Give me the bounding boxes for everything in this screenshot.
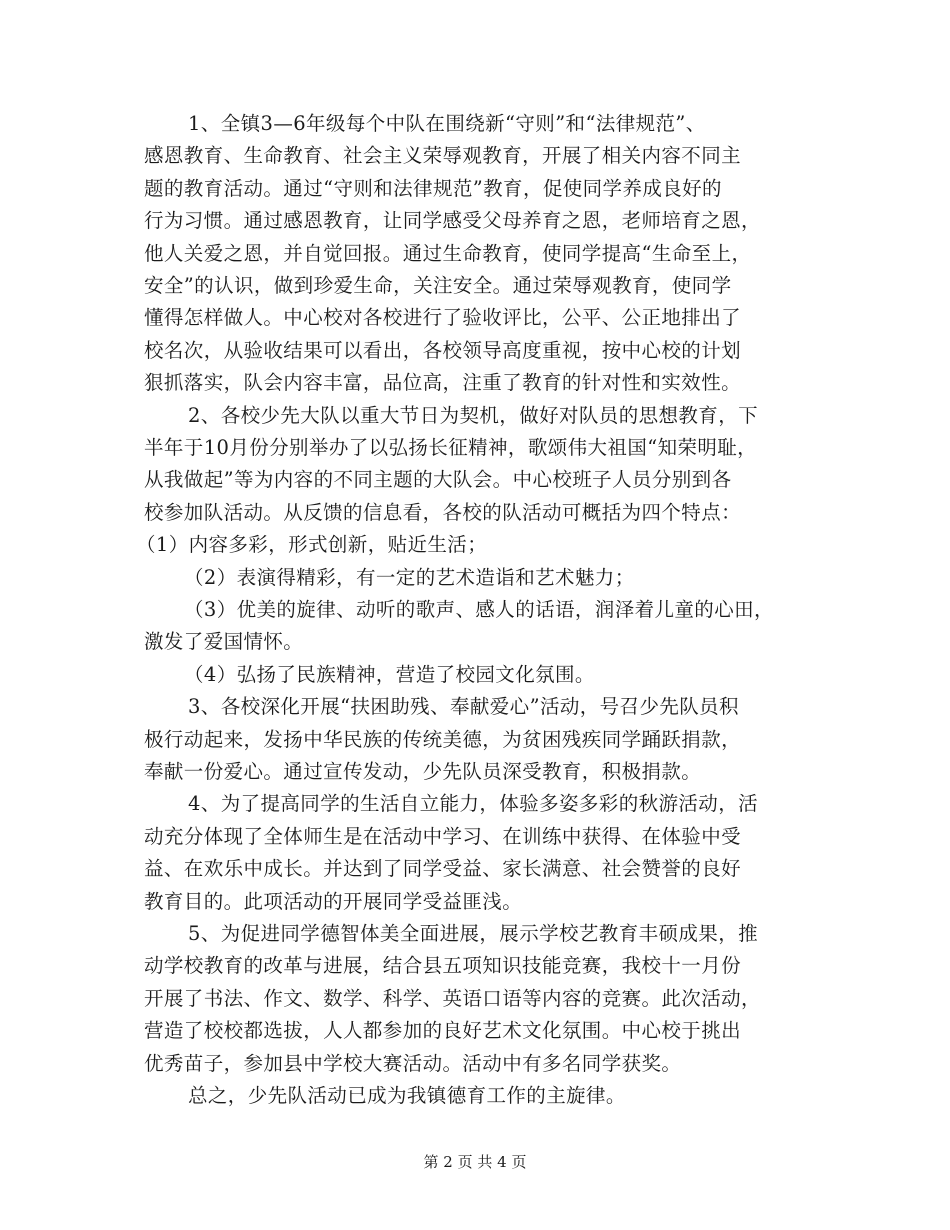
- text-line: 优秀苗子，参加县中学校大赛活动。活动中有多名同学获奖。: [144, 1052, 682, 1075]
- text-line: 3、各校深化开展“扶困助残、奉献爱心”活动，号召少先队员积: [188, 695, 739, 718]
- text-line: 懂得怎样做人。中心校对各校进行了验收评比，公平、公正地排出了: [144, 306, 742, 329]
- text-line: 5、为促进同学德智体美全面进展，展示学校艺教育丰硕成果，推: [188, 922, 759, 945]
- text-line: 营造了校校都选拔，人人都参加的良好艺术文化氛围。中心校于挑出: [144, 1019, 742, 1042]
- text-line: 他人关爱之恩，并自觉回报。通过生命教育，使同学提高“生命至上，: [144, 242, 752, 265]
- text-line: 教育目的。此项活动的开展同学受益匪浅。: [144, 890, 523, 913]
- text-line: （3）优美的旋律、动听的歌声、感人的话语，润泽着儿童的心田，: [184, 598, 774, 621]
- text-line: 4、为了提高同学的生活自立能力，体验多姿多彩的秋游活动，活: [188, 792, 759, 815]
- text-line: （2）表演得精彩，有一定的艺术造诣和艺术魅力；: [184, 566, 635, 589]
- text-line: 益、在欢乐中成长。并达到了同学受益、家长满意、社会赞誉的良好: [144, 857, 742, 880]
- text-line: （4）弘扬了民族精神，营造了校园文化氛围。: [184, 663, 595, 686]
- text-line: 开展了书法、作文、数学、科学、英语口语等内容的竞赛。此次活动，: [144, 987, 761, 1010]
- text-line: 1、全镇3—6年级每个中队在围绕新“守则”和“法律规范”、: [188, 112, 706, 135]
- text-line: 校参加队活动。从反馈的信息看，各校的队活动可概括为四个特点：: [144, 501, 742, 524]
- text-line: 极行动起来，发扬中华民族的传统美德，为贫困残疾同学踊跃捐款，: [144, 728, 742, 751]
- text-line: 从我做起”等为内容的不同主题的大队会。中心校班子人员分别到各: [144, 468, 732, 491]
- text-line: 狠抓落实，队会内容丰富，品位高，注重了教育的针对性和实效性。: [144, 371, 742, 394]
- text-line: 题的教育活动。通过“守则和法律规范”教育，促使同学养成良好的: [144, 177, 722, 200]
- text-line: 动学校教育的改革与进展，结合县五项知识技能竞赛，我校十一月份: [144, 954, 742, 977]
- text-line: 2、各校少先大队以重大节日为契机，做好对队员的思想教育，下: [188, 404, 759, 427]
- text-line: 校名次，从验收结果可以看出，各校领导高度重视，按中心校的计划: [144, 339, 742, 362]
- text-line: 激发了爱国情怀。: [144, 630, 304, 653]
- text-line: （1）内容多彩，形式创新，贴近生活；: [136, 533, 488, 556]
- text-line: 半年于10月份分别举办了以弘扬长征精神，歌颂伟大祖国“知荣明耻，: [144, 436, 758, 459]
- text-line: 动充分体现了全体师生是在活动中学习、在训练中获得、在体验中受: [144, 825, 742, 848]
- text-line: 感恩教育、生命教育、社会主义荣辱观教育，开展了相关内容不同主: [144, 144, 742, 167]
- text-line: 行为习惯。通过感恩教育，让同学感受父母养育之恩，老师培育之恩，: [144, 209, 761, 232]
- text-line: 安全”的认识，做到珍爱生命，关注安全。通过荣辱观教育，使同学: [144, 274, 732, 297]
- page-number-footer: 第 2 页 共 4 页: [423, 1153, 527, 1171]
- text-line: 总之，少先队活动已成为我镇德育工作的主旋律。: [188, 1084, 626, 1107]
- text-line: 奉献一份爱心。通过宣传发动，少先队员深受教育，积极捐款。: [144, 760, 702, 783]
